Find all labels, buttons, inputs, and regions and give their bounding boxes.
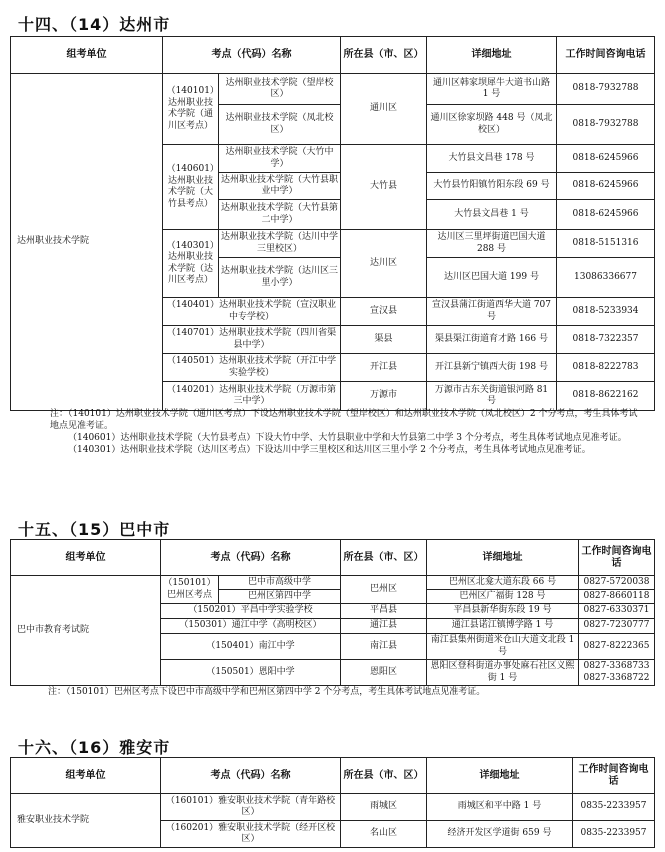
site-name: 巴州区第四中学 [219,590,341,604]
org-name: 巴中市教育考试院 [11,576,161,686]
county: 巴州区 [341,576,427,604]
site-name: （160101）雅安职业技术学院（青年路校区） [161,794,341,821]
table-row [11,74,655,105]
header-county: 所在县（市、区） [341,540,427,576]
county: 宣汉县 [341,298,427,326]
header-county: 所在县（市、区） [341,37,427,74]
note-text: 注：（150101）巴州区考点下设巴中市高级中学和巴州区第四中学 2 个分考点，考生具体考试地点见准考证。 [48,687,486,697]
site-name: （150201）平昌中学实验学校 [161,604,341,619]
county: 南江县 [341,634,427,660]
site-name: （150301）通江中学（高明校区） [161,619,341,634]
phone: 13086336677 [557,258,655,298]
header-site: 考点（代码）名称 [161,758,341,794]
address: 达川区三里坪街道巴国大道 288 号 [427,230,557,258]
address: 大竹县文昌巷 1 号 [427,200,557,230]
table-row [11,576,655,590]
county: 恩阳区 [341,660,427,686]
phone: 0835-2233957 [573,794,655,821]
address: 巴州区广福街 128 号 [427,590,579,604]
table-dazhou [10,36,655,411]
notes-bazhong [48,686,638,698]
phone: 0818-6245966 [557,145,655,173]
county: 平昌县 [341,604,427,619]
org-name: 雅安职业技术学院 [11,794,161,848]
phone: 0827-7230777 [579,619,655,634]
site-name: 巴中市高级中学 [219,576,341,590]
phone: 0818-6245966 [557,200,655,230]
header-address: 详细地址 [427,540,579,576]
site-group-code: （150101）巴州区考点 [161,576,219,604]
address: 南江县集州街道米仓山大道文北段 1 号 [427,634,579,660]
header-site: 考点（代码）名称 [161,540,341,576]
notes-dazhou [50,408,640,456]
address: 大竹县竹阳镇竹阳东段 69 号 [427,173,557,200]
header-county: 所在县（市、区） [341,758,427,794]
county: 万源市 [341,382,427,411]
table-header-row [11,758,655,794]
site-name: 达州职业技术学院（大竹县第二中学） [219,200,341,230]
header-phone: 工作时间咨询电话 [557,37,655,74]
phone: 0835-2233957 [573,821,655,848]
site-group-code: （140101）达州职业技术学院（通川区考点） [163,74,219,145]
phone: 0827-5720038 [579,576,655,590]
section-title-yaan: 十六、（16）雅安市 [18,738,171,757]
site-name: （140201）达州职业技术学院（万源市第三中学） [163,382,341,411]
phone: 0827-8222365 [579,634,655,660]
address: 万源市古东关街道银河路 81 号 [427,382,557,411]
address: 平昌县新华街东段 19 号 [427,604,579,619]
site-name: 达州职业技术学院（达川区三里小学） [219,258,341,298]
phone: 0818-8222783 [557,354,655,382]
site-name: （140401）达州职业技术学院（宣汉职业中专学校） [163,298,341,326]
table-header-row [11,540,655,576]
site-name: 达州职业技术学院（大竹县职业中学） [219,173,341,200]
phone: 0818-7322357 [557,326,655,354]
phone: 0827-3368722 [583,672,650,683]
address: 雨城区和平中路 1 号 [427,794,573,821]
table-row [11,794,655,821]
phone: 0818-7932788 [557,74,655,105]
note-text: （140301）达州职业技术学院（达川区考点）下设达川中学三里校区和达川区三里小学 2 个分考点，考生具体考试地点见准考证。 [68,445,591,455]
site-name: 达州职业技术学院（达川中学三里校区） [219,230,341,258]
county: 通川区 [341,74,427,145]
header-phone: 工作时间咨询电话 [573,758,655,794]
site-name: 达州职业技术学院（凤北校区） [219,105,341,145]
county: 开江县 [341,354,427,382]
site-name: 达州职业技术学院（大竹中学） [219,145,341,173]
address: 达川区巴国大道 199 号 [427,258,557,298]
site-name: （140501）达州职业技术学院（开江中学实验学校） [163,354,341,382]
address: 开江县新宁镇西大街 198 号 [427,354,557,382]
phone: 0818-7932788 [557,105,655,145]
phone: 0827-3368733 [583,661,650,671]
header-org: 组考单位 [11,540,161,576]
address: 通川区徐家坝路 448 号（凤北校区） [427,105,557,145]
site-group-code: （140301）达州职业技术学院（达川区考点） [163,230,219,298]
phone: 0827-6330371 [579,604,655,619]
county: 名山区 [341,821,427,848]
phone: 0818-8622162 [557,382,655,411]
org-name: 达州职业技术学院 [11,74,163,411]
phone-pair [579,660,655,686]
county: 达川区 [341,230,427,298]
phone: 0818-5233934 [557,298,655,326]
site-name: （140701）达州职业技术学院（四川省渠县中学） [163,326,341,354]
header-org: 组考单位 [11,758,161,794]
header-address: 详细地址 [427,758,573,794]
address: 渠县渠江街道育才路 166 号 [427,326,557,354]
county: 大竹县 [341,145,427,230]
header-address: 详细地址 [427,37,557,74]
header-site: 考点（代码）名称 [163,37,341,74]
note-text: （140601）达州职业技术学院（大竹县考点）下设大竹中学、大竹县职业中学和大竹县第二中学 3 个分考点，考生具体考试地点见准考证。 [68,433,627,443]
phone: 0818-6245966 [557,173,655,200]
table-header-row [11,37,655,74]
site-group-code: （140601）达州职业技术学院（大竹县考点） [163,145,219,230]
section-title-bazhong: 十五、（15）巴中市 [18,520,171,539]
note-text: 注：（140101）达州职业技术学院（通川区考点）下设达州职业技术学院（望岸校区）和达州职业技术学院（凤北校区）2 个分考点，考生具体考试地点见准考证。 [50,409,638,431]
address: 经济开发区学道街 659 号 [427,821,573,848]
section-title-dazhou: 十四、（14）达州市 [18,15,171,34]
phone: 0827-8660118 [579,590,655,604]
county: 雨城区 [341,794,427,821]
site-name: 达州职业技术学院（望岸校区） [219,74,341,105]
header-org: 组考单位 [11,37,163,74]
address: 巴州区北龛大道东段 66 号 [427,576,579,590]
phone: 0818-5151316 [557,230,655,258]
address: 大竹县文昌巷 178 号 [427,145,557,173]
header-phone: 工作时间咨询电话 [579,540,655,576]
table-yaan [10,757,655,848]
address: 通川区韩家坝犀牛大道书山路 1 号 [427,74,557,105]
county: 通江县 [341,619,427,634]
table-bazhong [10,539,655,686]
site-name: （150501）恩阳中学 [161,660,341,686]
address: 通江县诺江镇博学路 1 号 [427,619,579,634]
address: 宣汉县蒲江街道西华大道 707 号 [427,298,557,326]
site-name: （160201）雅安职业技术学院（经开区校区） [161,821,341,848]
site-name: （150401）南江中学 [161,634,341,660]
address: 恩阳区登科街道办事处麻石社区义熙街 1 号 [427,660,579,686]
county: 渠县 [341,326,427,354]
